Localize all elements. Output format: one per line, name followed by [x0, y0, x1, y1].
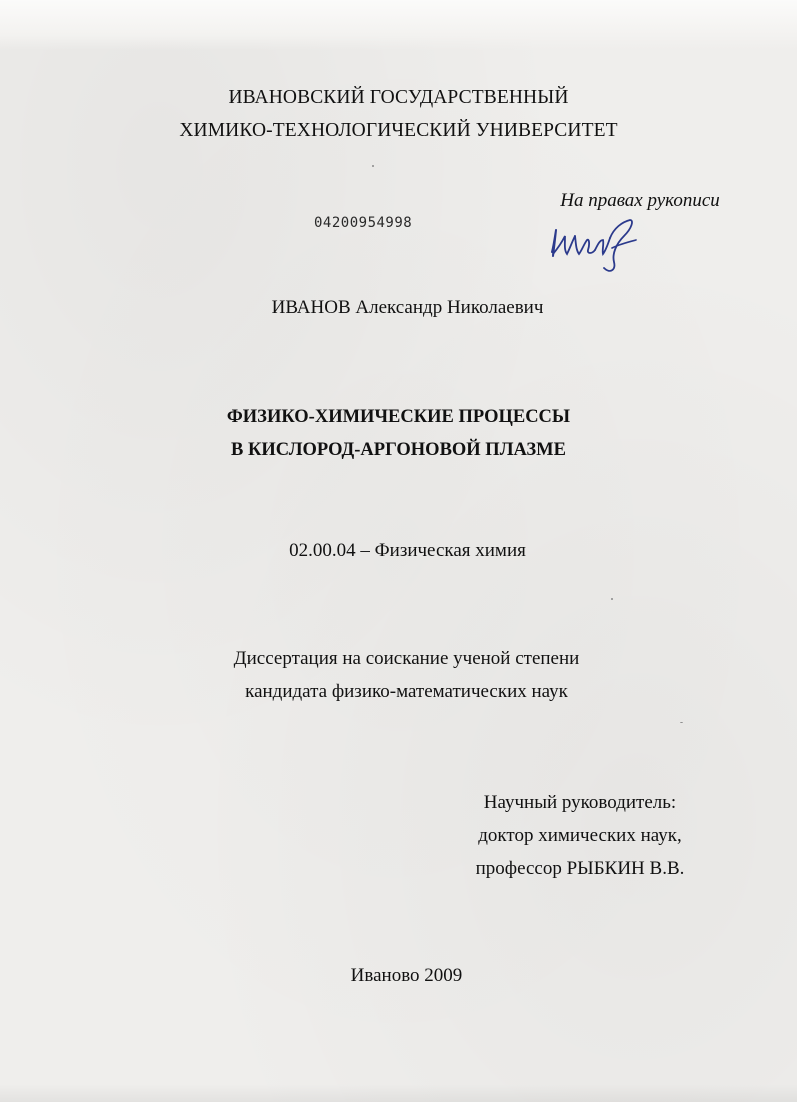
- dissertation-title-line-1: ФИЗИКО-ХИМИЧЕСКИЕ ПРОЦЕССЫ: [226, 407, 571, 427]
- specialty-code: 02.00.04 – Физическая химия: [289, 540, 526, 561]
- paper-speck: [372, 165, 374, 167]
- supervisor-name: профессор РЫБКИН В.В.: [475, 858, 685, 879]
- university-name-line-2: ХИМИКО-ТЕХНОЛОГИЧЕСКИЙ УНИВЕРСИТЕТ: [179, 120, 618, 141]
- university-name-line-1: ИВАНОВСКИЙ ГОСУДАРСТВЕННЫЙ: [228, 87, 569, 108]
- paper-speck: [611, 598, 613, 600]
- dissertation-title-line-2: В КИСЛОРОД-АРГОНОВОЙ ПЛАЗМЕ: [231, 440, 566, 460]
- degree-line-2: кандидата физико-математических наук: [245, 681, 568, 702]
- supervisor-degree: доктор химических наук,: [478, 825, 682, 846]
- degree-line-1: Диссертация на соискание ученой степени: [233, 648, 580, 669]
- handwritten-signature: [540, 214, 650, 274]
- place-year: Иваново 2009: [350, 965, 463, 986]
- rights-note: На правах рукописи: [560, 190, 720, 211]
- supervisor-label: Научный руководитель:: [483, 792, 677, 813]
- author-name: ИВАНОВ Александр Николаевич: [271, 297, 544, 318]
- registration-code: 04200954998: [314, 215, 413, 231]
- paper-speck: [680, 722, 683, 723]
